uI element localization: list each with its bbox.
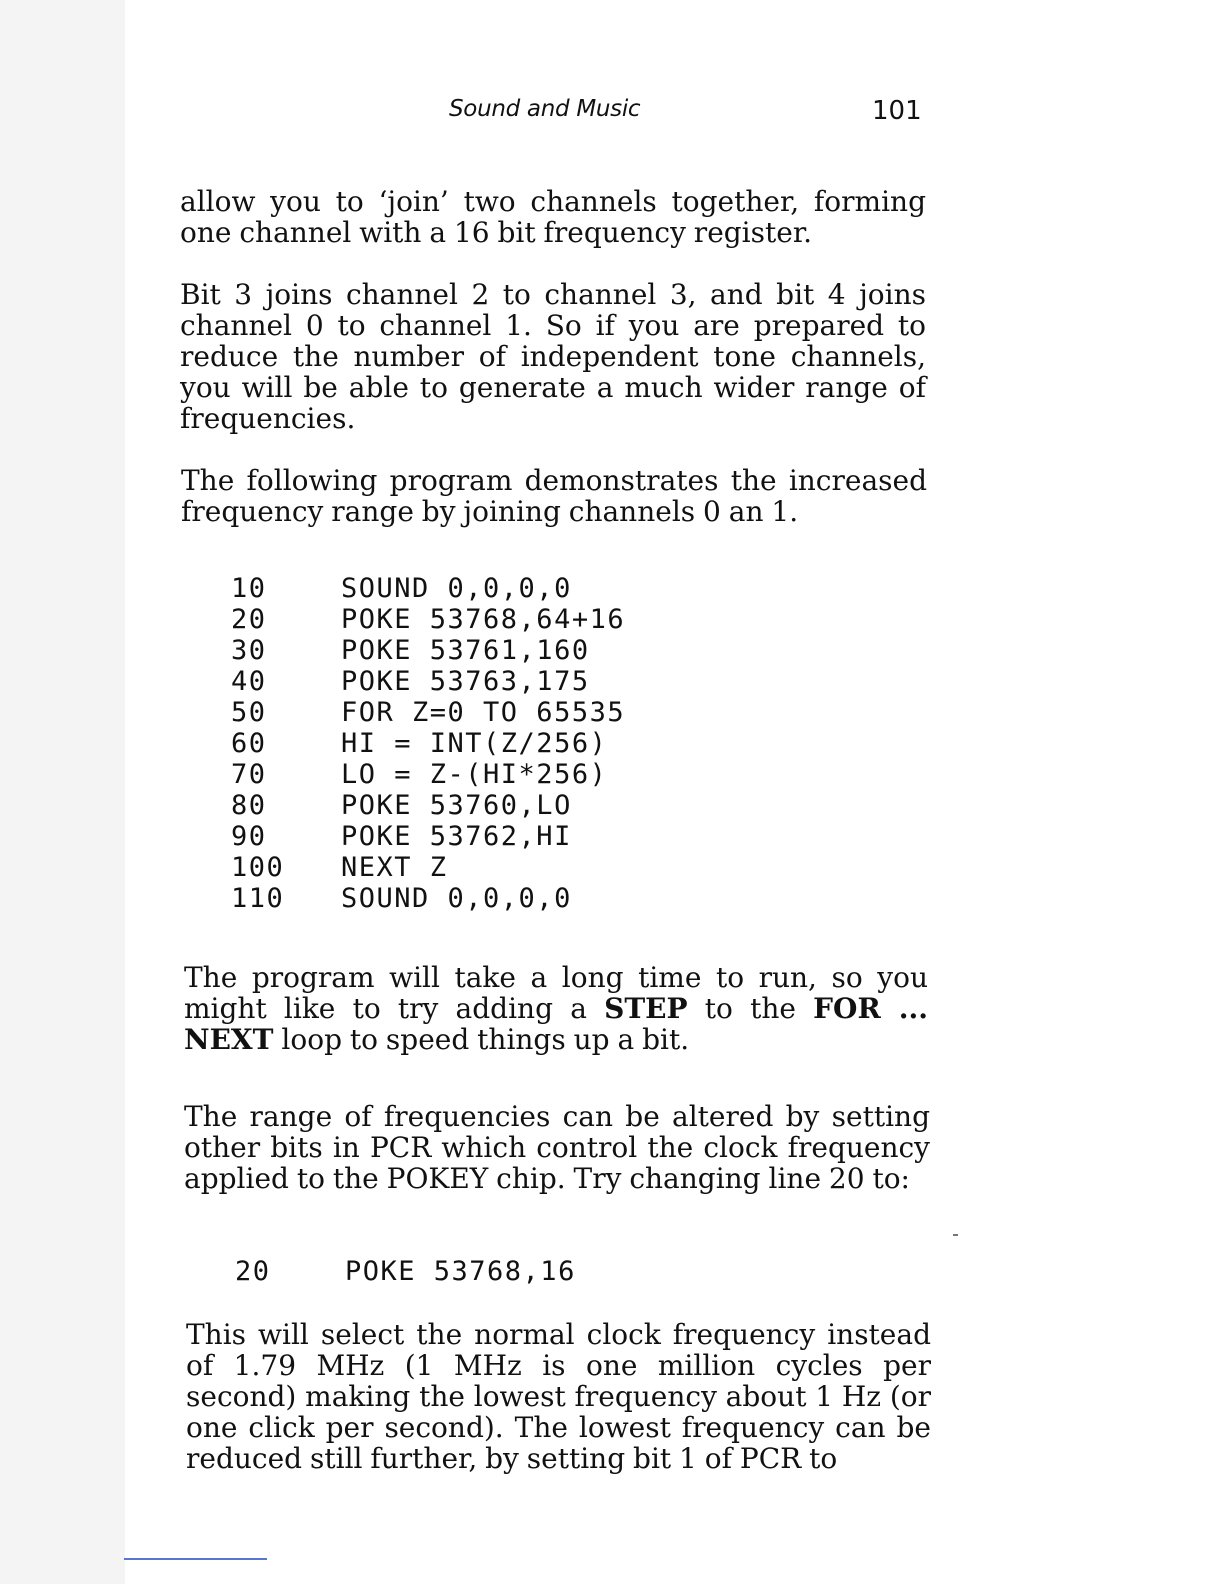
page-number: 101 (872, 96, 922, 126)
tip-text: to the (687, 992, 814, 1025)
program-line (231, 573, 625, 604)
line-statement: LO = Z-(HI*256) (341, 759, 608, 790)
paragraph-step-tip (184, 962, 928, 1055)
scan-speck (953, 1234, 958, 1236)
program-line (231, 821, 625, 852)
paragraph-program-intro: The following program demonstrates the increased frequency range by joining channels 0 an 1. (181, 464, 927, 528)
keyword-step: STEP (604, 992, 688, 1025)
keyword-for-next: FOR ... NEXT (184, 992, 929, 1056)
program-line (231, 790, 625, 821)
line-statement: POKE 53763,175 (341, 666, 590, 697)
line-statement: POKE 53762,HI (341, 821, 572, 852)
program-line (231, 728, 625, 759)
line-number: 20 (235, 1256, 271, 1287)
line-statement: HI = INT(Z/256) (341, 728, 608, 759)
line-number: 20 (231, 604, 267, 635)
program-line (231, 666, 625, 697)
tip-text: loop to speed things up a bit. (273, 1023, 690, 1056)
paragraph-bits: Bit 3 joins channel 2 to channel 3, and bit 4 joins channel 0 to channel 1. So if you are prepared to reduce the number of independent tone channels, you will be able to generate a much wider range of frequencies. (180, 278, 926, 435)
program-listing (231, 573, 625, 914)
line-statement: NEXT Z (341, 852, 448, 883)
line-number: 80 (231, 790, 267, 821)
program-line (231, 604, 625, 635)
program-line (235, 1256, 576, 1287)
line-number: 30 (231, 635, 267, 666)
footer-rule (124, 1558, 267, 1560)
line-number: 70 (231, 759, 267, 790)
line-number: 110 (231, 883, 285, 914)
paragraph-join-channels: allow you to ‘join’ two channels together, forming one channel with a 16 bit frequency register. (180, 185, 926, 249)
tip-text: The program will take a long time to run, so you might like to try adding a (184, 961, 928, 1025)
line-number: 90 (231, 821, 267, 852)
line-number: 100 (231, 852, 285, 883)
line-number: 10 (231, 573, 267, 604)
line-statement: SOUND 0,0,0,0 (341, 573, 572, 604)
line-statement: POKE 53761,160 (341, 635, 590, 666)
scan-margin (0, 0, 125, 1584)
line-statement: POKE 53760,LO (341, 790, 572, 821)
program-line (231, 697, 625, 728)
line-statement: FOR Z=0 TO 65535 (341, 697, 626, 728)
program-line (231, 759, 625, 790)
program-line (231, 852, 625, 883)
paragraph-clock-frequency: This will select the normal clock frequency instead of 1.79 MHz (1 MHz is one million cycles per second) making the lowest frequency about 1 Hz (or one click per second). The lowest frequency can be reduced still further, by setting bit 1 of PCR to (186, 1318, 931, 1475)
program-line (231, 635, 625, 666)
running-head: Sound and Music (449, 96, 641, 122)
replacement-line (235, 1256, 576, 1287)
line-number: 50 (231, 697, 267, 728)
program-line (231, 883, 625, 914)
line-statement: POKE 53768,16 (345, 1256, 576, 1287)
line-number: 60 (231, 728, 267, 759)
paragraph-pcr-bits: The range of frequencies can be altered by setting other bits in PCR which control the clock frequency applied to the POKEY chip. Try changing line 20 to: (184, 1100, 930, 1195)
line-statement: SOUND 0,0,0,0 (341, 883, 572, 914)
line-number: 40 (231, 666, 267, 697)
line-statement: POKE 53768,64+16 (341, 604, 626, 635)
